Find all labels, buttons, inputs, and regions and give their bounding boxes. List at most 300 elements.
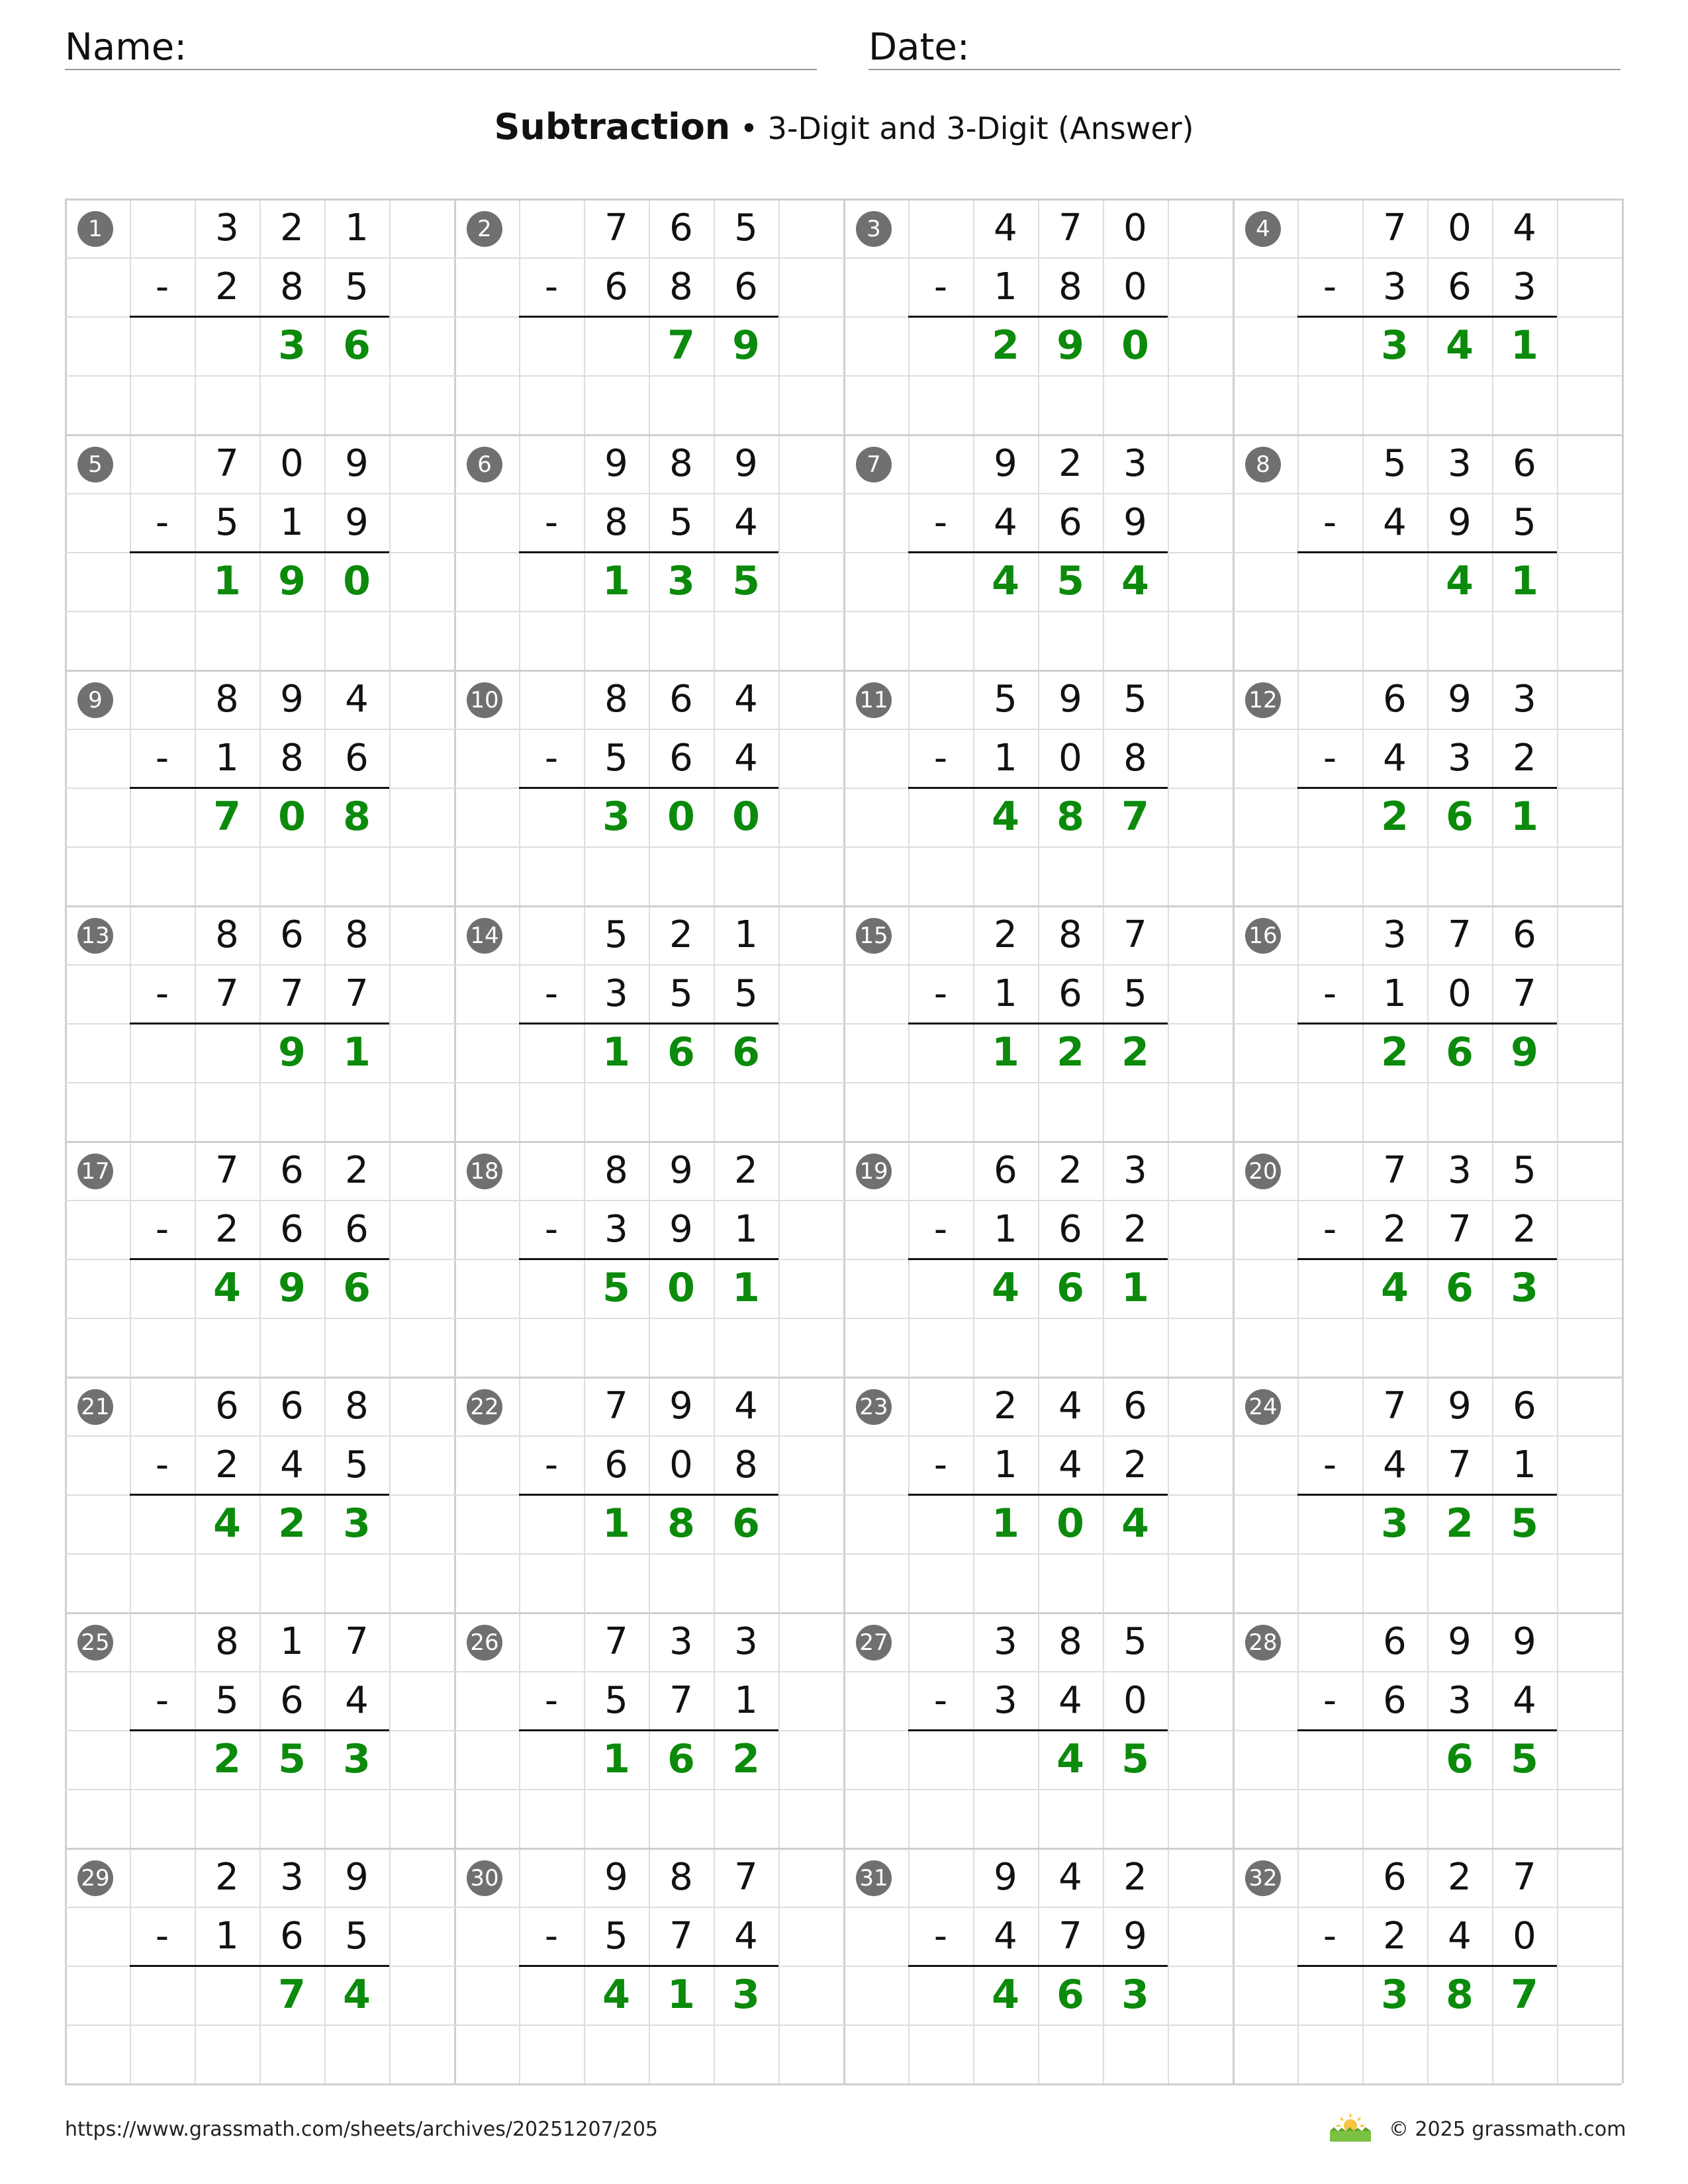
minus-sign: - <box>544 1443 559 1486</box>
answer-digit: 3 <box>1511 1265 1538 1311</box>
subtrahend-digit: 6 <box>1448 265 1472 308</box>
problem-29 <box>65 1848 454 2083</box>
problem-13 <box>65 905 454 1141</box>
minuend-digit: 5 <box>604 913 628 956</box>
problem-number-badge: 12 <box>1245 682 1281 718</box>
minuend-digit: 1 <box>734 913 758 956</box>
subtrahend-digit: 5 <box>1123 972 1147 1015</box>
answer-digit: 8 <box>667 1500 695 1547</box>
minus-sign: - <box>933 1679 948 1722</box>
answer-digit: 2 <box>1381 1029 1409 1075</box>
answer-digit: 4 <box>1381 1265 1409 1311</box>
answer-digit: 6 <box>343 322 371 369</box>
problem-number-badge: 21 <box>77 1389 113 1425</box>
answer-digit: 4 <box>213 1500 241 1547</box>
answer-digit: 1 <box>343 1029 371 1075</box>
subtrahend-digit: 6 <box>280 1915 304 1958</box>
answer-digit: 6 <box>1446 1736 1474 1782</box>
subtrahend-digit: 6 <box>1058 1208 1082 1251</box>
answer-rule <box>1297 551 1557 553</box>
subtrahend-digit: 0 <box>1058 737 1082 780</box>
answer-digit: 2 <box>213 1736 241 1782</box>
minuend-digit: 9 <box>1513 1620 1536 1663</box>
minuend-digit: 2 <box>1448 1856 1472 1899</box>
problem-number-badge: 6 <box>467 447 502 482</box>
answer-rule <box>1297 1258 1557 1260</box>
problem-11 <box>843 670 1233 905</box>
subtrahend-digit: 2 <box>1123 1443 1147 1486</box>
minus-sign: - <box>544 1915 559 1958</box>
problem-number-badge: 24 <box>1245 1389 1281 1425</box>
minus-sign: - <box>155 1443 169 1486</box>
minuend-digit: 5 <box>734 206 758 250</box>
subtrahend-digit: 1 <box>994 972 1017 1015</box>
subtrahend-digit: 6 <box>345 737 369 780</box>
subtrahend-digit: 6 <box>1383 1679 1407 1722</box>
subtrahend-digit: 2 <box>1513 737 1536 780</box>
answer-digit: 2 <box>278 1500 306 1547</box>
answer-digit: 7 <box>213 794 241 840</box>
minuend-digit: 7 <box>604 1620 628 1663</box>
minuend-digit: 8 <box>215 1620 239 1663</box>
minus-sign: - <box>155 737 169 780</box>
answer-rule <box>1297 787 1557 789</box>
subtrahend-digit: 0 <box>1123 265 1147 308</box>
answer-digit: 1 <box>602 1736 630 1782</box>
date-field[interactable] <box>868 20 1620 70</box>
minuend-digit: 7 <box>1513 1856 1536 1899</box>
answer-rule <box>519 316 778 318</box>
name-field[interactable] <box>65 20 817 70</box>
minuend-digit: 6 <box>1383 1856 1407 1899</box>
subtrahend-digit: 4 <box>734 737 758 780</box>
minuend-digit: 7 <box>734 1856 758 1899</box>
subtrahend-digit: 2 <box>215 265 239 308</box>
problem-number-badge: 29 <box>77 1860 113 1896</box>
answer-digit: 1 <box>1511 794 1538 840</box>
subtrahend-digit: 5 <box>1513 501 1536 544</box>
answer-digit: 6 <box>732 1500 760 1547</box>
minuend-digit: 8 <box>215 678 239 721</box>
subtrahend-digit: 3 <box>994 1679 1017 1722</box>
answer-rule <box>908 1729 1168 1731</box>
minuend-digit: 8 <box>604 1149 628 1192</box>
answer-rule <box>908 1965 1168 1967</box>
problem-number-badge: 9 <box>77 682 113 718</box>
minuend-digit: 9 <box>994 442 1017 485</box>
problem-number-badge: 27 <box>856 1625 892 1661</box>
minuend-digit: 9 <box>1058 678 1082 721</box>
minuend-digit: 7 <box>1123 913 1147 956</box>
problem-2 <box>454 199 843 434</box>
answer-digit: 5 <box>278 1736 306 1782</box>
problem-15 <box>843 905 1233 1141</box>
subtrahend-digit: 9 <box>1448 501 1472 544</box>
answer-digit: 3 <box>602 794 630 840</box>
answer-rule <box>519 1494 778 1496</box>
minuend-digit: 8 <box>604 678 628 721</box>
minuend-digit: 5 <box>1123 1620 1147 1663</box>
subtrahend-digit: 1 <box>1513 1443 1536 1486</box>
minus-sign: - <box>544 265 559 308</box>
subtrahend-digit: 6 <box>604 265 628 308</box>
answer-rule <box>130 787 389 789</box>
problem-12 <box>1233 670 1622 905</box>
answer-digit: 3 <box>732 1972 760 2018</box>
minuend-digit: 9 <box>604 1856 628 1899</box>
minuend-digit: 3 <box>1123 1149 1147 1192</box>
minuend-digit: 9 <box>345 1856 369 1899</box>
subtrahend-digit: 4 <box>345 1679 369 1722</box>
minuend-digit: 6 <box>1123 1385 1147 1428</box>
minus-sign: - <box>933 1915 948 1958</box>
footer-copyright: © 2025 grassmath.com <box>1389 2118 1626 2141</box>
answer-digit: 4 <box>992 1972 1019 2018</box>
subtrahend-digit: 8 <box>1123 737 1147 780</box>
problem-8 <box>1233 434 1622 670</box>
minuend-digit: 6 <box>280 1385 304 1428</box>
subtrahend-digit: 3 <box>1448 1679 1472 1722</box>
answer-digit: 3 <box>343 1736 371 1782</box>
problem-27 <box>843 1612 1233 1848</box>
subtrahend-digit: 1 <box>1383 972 1407 1015</box>
answer-digit: 6 <box>1446 794 1474 840</box>
problem-19 <box>843 1141 1233 1377</box>
subtrahend-digit: 4 <box>1383 1443 1407 1486</box>
minus-sign: - <box>1323 737 1337 780</box>
minuend-digit: 2 <box>734 1149 758 1192</box>
answer-digit: 5 <box>732 558 760 604</box>
minuend-digit: 5 <box>1383 442 1407 485</box>
answer-rule <box>1297 1729 1557 1731</box>
problem-number-badge: 25 <box>77 1625 113 1661</box>
answer-rule <box>519 1965 778 1967</box>
problem-number-badge: 2 <box>467 211 502 247</box>
minuend-digit: 6 <box>669 678 693 721</box>
answer-digit: 1 <box>667 1972 695 2018</box>
answer-digit: 8 <box>1056 794 1084 840</box>
answer-digit: 6 <box>1446 1265 1474 1311</box>
minuend-digit: 6 <box>215 1385 239 1428</box>
minuend-digit: 3 <box>215 206 239 250</box>
minuend-digit: 6 <box>1513 1385 1536 1428</box>
minuend-digit: 4 <box>1058 1856 1082 1899</box>
minuend-digit: 2 <box>994 913 1017 956</box>
answer-digit: 4 <box>1446 322 1474 369</box>
answer-rule <box>130 316 389 318</box>
problem-number-badge: 13 <box>77 918 113 954</box>
minuend-digit: 8 <box>345 1385 369 1428</box>
answer-rule <box>908 1258 1168 1260</box>
subtrahend-digit: 0 <box>1123 1679 1147 1722</box>
answer-digit: 6 <box>667 1736 695 1782</box>
subtrahend-digit: 5 <box>734 972 758 1015</box>
minuend-digit: 6 <box>280 1149 304 1192</box>
subtrahend-digit: 7 <box>1448 1208 1472 1251</box>
minuend-digit: 2 <box>345 1149 369 1192</box>
title-subtitle: • 3-Digit and 3-Digit (Answer) <box>730 111 1194 146</box>
problem-number-badge: 26 <box>467 1625 502 1661</box>
subtrahend-digit: 9 <box>1123 501 1147 544</box>
minuend-digit: 6 <box>1383 678 1407 721</box>
minuend-digit: 3 <box>280 1856 304 1899</box>
subtrahend-digit: 6 <box>1058 501 1082 544</box>
subtrahend-digit: 1 <box>215 737 239 780</box>
minuend-digit: 8 <box>215 913 239 956</box>
answer-digit: 6 <box>1446 1029 1474 1075</box>
answer-rule <box>1297 1494 1557 1496</box>
minuend-digit: 9 <box>669 1385 693 1428</box>
problem-number-badge: 3 <box>856 211 892 247</box>
answer-digit: 5 <box>602 1265 630 1311</box>
answer-digit: 7 <box>278 1972 306 2018</box>
subtrahend-digit: 5 <box>669 501 693 544</box>
problem-number-badge: 22 <box>467 1389 502 1425</box>
answer-digit: 1 <box>732 1265 760 1311</box>
answer-rule <box>130 1494 389 1496</box>
minuend-digit: 8 <box>1058 1620 1082 1663</box>
subtrahend-digit: 0 <box>669 1443 693 1486</box>
minuend-digit: 9 <box>1448 1620 1472 1663</box>
problem-number-badge: 31 <box>856 1860 892 1896</box>
answer-digit: 3 <box>1381 322 1409 369</box>
subtrahend-digit: 5 <box>669 972 693 1015</box>
answer-digit: 4 <box>213 1265 241 1311</box>
problem-6 <box>454 434 843 670</box>
answer-digit: 2 <box>732 1736 760 1782</box>
minus-sign: - <box>155 972 169 1015</box>
answer-digit: 0 <box>667 1265 695 1311</box>
answer-rule <box>908 787 1168 789</box>
minuend-digit: 7 <box>345 1620 369 1663</box>
problem-30 <box>454 1848 843 2083</box>
subtrahend-digit: 9 <box>1123 1915 1147 1958</box>
answer-digit: 4 <box>992 1265 1019 1311</box>
answer-digit: 5 <box>1056 558 1084 604</box>
subtrahend-digit: 9 <box>669 1208 693 1251</box>
minuend-digit: 3 <box>1448 442 1472 485</box>
answer-digit: 1 <box>1121 1265 1149 1311</box>
minus-sign: - <box>544 1208 559 1251</box>
minus-sign: - <box>1323 1443 1337 1486</box>
answer-digit <box>195 1023 259 1082</box>
subtrahend-digit: 4 <box>994 501 1017 544</box>
problem-31 <box>843 1848 1233 2083</box>
answer-rule <box>130 1023 389 1024</box>
minuend-digit: 3 <box>669 1620 693 1663</box>
minuend-digit: 9 <box>994 1856 1017 1899</box>
answer-digit: 9 <box>278 558 306 604</box>
minuend-digit: 3 <box>1383 913 1407 956</box>
subtrahend-digit: 2 <box>215 1208 239 1251</box>
answer-digit: 0 <box>343 558 371 604</box>
subtrahend-digit: 3 <box>604 972 628 1015</box>
answer-rule <box>130 1729 389 1731</box>
subtrahend-digit: 4 <box>1058 1443 1082 1486</box>
minuend-digit: 7 <box>604 1385 628 1428</box>
name-label: Name: <box>65 26 187 69</box>
minuend-digit: 4 <box>734 678 758 721</box>
minuend-digit: 1 <box>345 206 369 250</box>
subtrahend-digit: 8 <box>280 265 304 308</box>
answer-digit: 3 <box>1381 1500 1409 1547</box>
answer-digit <box>195 1966 259 2025</box>
answer-rule <box>519 551 778 553</box>
subtrahend-digit: 9 <box>345 501 369 544</box>
answer-digit: 2 <box>1121 1029 1149 1075</box>
subtrahend-digit: 8 <box>669 265 693 308</box>
minuend-digit: 9 <box>345 442 369 485</box>
subtrahend-digit: 5 <box>215 1679 239 1722</box>
minuend-digit: 7 <box>1058 206 1082 250</box>
answer-digit: 8 <box>343 794 371 840</box>
subtrahend-digit: 2 <box>1513 1208 1536 1251</box>
answer-digit: 0 <box>667 794 695 840</box>
answer-digit: 0 <box>732 794 760 840</box>
answer-digit: 9 <box>732 322 760 369</box>
subtrahend-digit: 7 <box>215 972 239 1015</box>
minuend-digit: 0 <box>280 442 304 485</box>
minus-sign: - <box>1323 265 1337 308</box>
problem-number-badge: 10 <box>467 682 502 718</box>
minuend-digit: 2 <box>1058 1149 1082 1192</box>
subtrahend-digit: 4 <box>280 1443 304 1486</box>
minuend-digit: 8 <box>345 913 369 956</box>
minus-sign: - <box>933 265 948 308</box>
answer-digit: 3 <box>1381 1972 1409 2018</box>
problem-4 <box>1233 199 1622 434</box>
minuend-digit: 0 <box>1448 206 1472 250</box>
minuend-digit: 2 <box>1123 1856 1147 1899</box>
footer-url: https://www.grassmath.com/sheets/archives/20251207/205 <box>65 2118 659 2141</box>
problem-20 <box>1233 1141 1622 1377</box>
problem-25 <box>65 1612 454 1848</box>
answer-rule <box>908 551 1168 553</box>
title-main: Subtraction <box>494 106 731 148</box>
answer-digit <box>1362 1730 1427 1789</box>
subtrahend-digit: 1 <box>994 1208 1017 1251</box>
subtrahend-digit: 4 <box>1448 1915 1472 1958</box>
answer-digit: 1 <box>602 1029 630 1075</box>
answer-rule <box>130 1258 389 1260</box>
answer-digit <box>195 316 259 375</box>
minus-sign: - <box>933 501 948 544</box>
minuend-digit: 5 <box>994 678 1017 721</box>
problem-number-badge: 16 <box>1245 918 1281 954</box>
minuend-digit: 0 <box>1123 206 1147 250</box>
answer-digit: 3 <box>278 322 306 369</box>
minuend-digit: 4 <box>1058 1385 1082 1428</box>
minuend-digit: 9 <box>669 1149 693 1192</box>
problem-17 <box>65 1141 454 1377</box>
subtrahend-digit: 3 <box>1513 265 1536 308</box>
minuend-digit: 5 <box>1513 1149 1536 1192</box>
subtrahend-digit: 8 <box>280 737 304 780</box>
subtrahend-digit: 1 <box>734 1208 758 1251</box>
problem-3 <box>843 199 1233 434</box>
minus-sign: - <box>933 972 948 1015</box>
grid-vline <box>1622 199 1624 2083</box>
answer-digit: 4 <box>1056 1736 1084 1782</box>
minuend-digit: 7 <box>1448 913 1472 956</box>
minus-sign: - <box>933 1443 948 1486</box>
subtrahend-digit: 0 <box>1448 972 1472 1015</box>
answer-digit: 6 <box>732 1029 760 1075</box>
subtrahend-digit: 4 <box>1513 1679 1536 1722</box>
minuend-digit: 7 <box>1383 206 1407 250</box>
answer-rule <box>1297 1965 1557 1967</box>
minuend-digit: 2 <box>669 913 693 956</box>
minus-sign: - <box>1323 501 1337 544</box>
problem-16 <box>1233 905 1622 1141</box>
problem-14 <box>454 905 843 1141</box>
subtrahend-digit: 1 <box>734 1679 758 1722</box>
subtrahend-digit: 5 <box>345 265 369 308</box>
minuend-digit: 7 <box>1383 1149 1407 1192</box>
minuend-digit: 7 <box>604 206 628 250</box>
minus-sign: - <box>1323 1915 1337 1958</box>
minuend-digit: 7 <box>1383 1385 1407 1428</box>
answer-digit: 4 <box>992 794 1019 840</box>
answer-rule <box>1297 1023 1557 1024</box>
answer-rule <box>519 787 778 789</box>
subtrahend-digit: 1 <box>280 501 304 544</box>
subtrahend-digit: 6 <box>280 1208 304 1251</box>
answer-rule <box>1297 316 1557 318</box>
answer-digit: 9 <box>1056 322 1084 369</box>
minus-sign: - <box>155 1208 169 1251</box>
minuend-digit: 5 <box>1123 678 1147 721</box>
minus-sign: - <box>1323 972 1337 1015</box>
subtrahend-digit: 2 <box>1123 1208 1147 1251</box>
minus-sign: - <box>155 501 169 544</box>
minuend-digit: 3 <box>1448 1149 1472 1192</box>
problem-number-badge: 19 <box>856 1154 892 1189</box>
minuend-digit: 6 <box>1513 442 1536 485</box>
answer-digit: 2 <box>1381 794 1409 840</box>
problem-28 <box>1233 1612 1622 1848</box>
grid-hline <box>65 2083 1622 2085</box>
subtrahend-digit: 7 <box>1448 1443 1472 1486</box>
answer-digit: 6 <box>1056 1265 1084 1311</box>
answer-rule <box>519 1023 778 1024</box>
problem-26 <box>454 1612 843 1848</box>
answer-digit: 0 <box>1056 1500 1084 1547</box>
subtrahend-digit: 6 <box>345 1208 369 1251</box>
answer-digit: 2 <box>992 322 1019 369</box>
minuend-digit: 9 <box>1448 678 1472 721</box>
subtrahend-digit: 1 <box>215 1915 239 1958</box>
answer-digit <box>1362 552 1427 611</box>
problem-number-badge: 17 <box>77 1154 113 1189</box>
subtrahend-digit: 5 <box>604 737 628 780</box>
minuend-digit: 3 <box>1513 678 1536 721</box>
subtrahend-digit: 4 <box>994 1915 1017 1958</box>
answer-rule <box>908 1494 1168 1496</box>
problem-32 <box>1233 1848 1622 2083</box>
minuend-digit: 8 <box>1058 913 1082 956</box>
minus-sign: - <box>544 1679 559 1722</box>
problem-number-badge: 1 <box>77 211 113 247</box>
answer-digit: 9 <box>278 1029 306 1075</box>
problem-5 <box>65 434 454 670</box>
subtrahend-digit: 4 <box>1058 1679 1082 1722</box>
subtrahend-digit: 1 <box>994 737 1017 780</box>
minuend-digit: 6 <box>280 913 304 956</box>
problem-number-badge: 8 <box>1245 447 1281 482</box>
minuend-digit: 2 <box>215 1856 239 1899</box>
problem-number-badge: 23 <box>856 1389 892 1425</box>
